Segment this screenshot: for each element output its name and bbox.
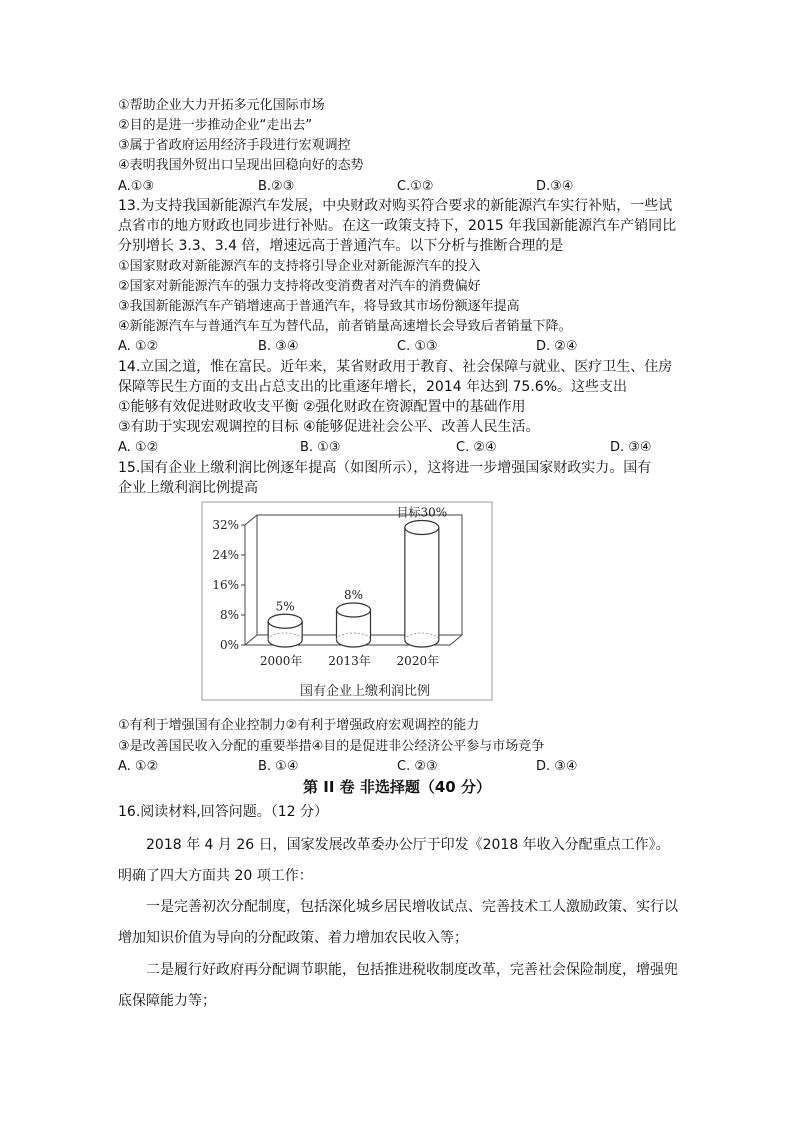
chart-bars bbox=[268, 505, 447, 648]
q12-item: ④表明我国外贸出口呈现出回稳向好的态势 bbox=[118, 158, 364, 173]
q13-option-c: C. ①③ bbox=[397, 339, 438, 354]
q14-stem: 14.立国之道，惟在富民。近年来，某省财政用于教育、社会保障与就业、医疗卫生、住房 bbox=[118, 359, 673, 375]
y-tick-label: 0% bbox=[219, 638, 239, 652]
chart-x-ticks bbox=[260, 653, 439, 668]
q13-option-a: A. ①② bbox=[118, 339, 159, 354]
bar-cylinder-body bbox=[405, 528, 439, 648]
q15-option-c: C. ②③ bbox=[397, 759, 438, 774]
q15-item: ①有利于增强国有企业控制力②有利于增强政府宏观调控的能力 bbox=[118, 718, 480, 733]
q13-option-b: B. ③④ bbox=[258, 339, 299, 354]
q13-stem: 点省市的地方财政也同步进行补贴。在这一政策支持下，2015 年我国新能源汽车产销同比 bbox=[118, 218, 677, 234]
q12-option-d: D.③④ bbox=[536, 179, 574, 194]
x-tick-label: 2013年 bbox=[328, 654, 371, 668]
bar-data-label: 8% bbox=[343, 588, 364, 602]
q13-option-d: D. ②④ bbox=[536, 339, 578, 354]
q15-item: ③是改善国民收入分配的重要举措④目的是促进非公经济公平参与市场竞争 bbox=[118, 739, 545, 754]
q16-stem: 16.阅读材料,回答问题。（12 分） bbox=[118, 804, 328, 820]
profit-ratio-chart bbox=[200, 500, 500, 710]
q12-option-c: C.①② bbox=[397, 179, 434, 194]
x-tick-label: 2020年 bbox=[396, 654, 440, 668]
q16-paragraph: 一是完善初次分配制度，包括深化城乡居民增收试点、完善技术工人激励政策、实行以 bbox=[146, 899, 678, 915]
q15-stem: 企业上缴利润比例提高 bbox=[118, 480, 258, 496]
q13-item: ②国家对新能源汽车的强力支持将改变消费者对汽车的消费偏好 bbox=[118, 279, 481, 294]
q16-paragraph: 二是履行好政府再分配调节职能，包括推进税收制度改革，完善社会保险制度，增强兜 bbox=[146, 962, 678, 978]
q14-option-c: C. ②④ bbox=[456, 440, 497, 455]
q14-item: ③有助于实现宏观调控的目标 ④能够促进社会公平、改善人民生活。 bbox=[118, 419, 540, 435]
x-tick-label: 2000年 bbox=[259, 654, 303, 668]
bar-cylinder-top bbox=[268, 614, 302, 628]
chart-title: 国有企业上缴利润比例 bbox=[299, 684, 431, 699]
bar-cylinder-top bbox=[405, 521, 439, 535]
q14-option-b: B. ①③ bbox=[300, 440, 341, 455]
q12-item: ③属于省政府运用经济手段进行宏观调控 bbox=[118, 138, 351, 153]
q13-item: ①国家财政对新能源汽车的支持将引导企业对新能源汽车的投入 bbox=[118, 259, 481, 274]
q14-stem: 保障等民生方面的支出占总支出的比重逐年增长，2014 年达到 75.6%。这些支出 bbox=[118, 379, 628, 395]
q13-stem: 13.为支持我国新能源汽车发展，中央财政对购买符合要求的新能源汽车实行补贴，一些试 bbox=[118, 198, 673, 214]
bar-data-label: 5% bbox=[275, 599, 295, 614]
q13-item: ④新能源汽车与普通汽车互为替代品，前者销量高速增长会导致后者销量下降。 bbox=[118, 319, 572, 334]
q15-option-b: B. ①④ bbox=[258, 759, 299, 774]
y-tick-label: 8% bbox=[219, 608, 239, 622]
q14-option-d: D. ③④ bbox=[610, 440, 652, 455]
q13-item: ③我国新能源汽车产销增速高于普通汽车，将导致其市场份额逐年提高 bbox=[118, 299, 520, 314]
q16-paragraph: 2018 年 4 月 26 日，国家发展改革委办公厅于印发《2018 年收入分配重点工作》。 bbox=[146, 837, 670, 853]
q14-option-a: A. ①② bbox=[118, 440, 159, 455]
q12-option-a: A.①③ bbox=[118, 179, 155, 194]
q16-paragraph: 明确了四大方面共 20 项工作： bbox=[118, 868, 313, 884]
y-tick-label: 16% bbox=[212, 578, 239, 592]
q15-option-a: A. ①② bbox=[118, 759, 159, 774]
y-tick-label: 32% bbox=[212, 518, 239, 532]
q12-option-b: B.②③ bbox=[258, 179, 295, 194]
bar-data-label: 目标30% bbox=[396, 505, 448, 520]
q16-paragraph: 增加知识价值为导向的分配政策、着力增加农民收入等； bbox=[118, 930, 468, 946]
q12-item: ②目的是进一步推动企业“走出去” bbox=[118, 118, 313, 133]
q15-option-d: D. ③④ bbox=[536, 759, 578, 774]
y-tick-label: 24% bbox=[212, 548, 239, 562]
q12-item: ①帮助企业大力开拓多元化国际市场 bbox=[118, 98, 325, 113]
q15-stem: 15.国有企业上缴利润比例逐年提高（如图所示），这将进一步增强国家财政实力。国有 bbox=[118, 460, 652, 476]
q16-paragraph: 底保障能力等； bbox=[118, 993, 216, 1009]
q13-stem: 分别增长 3.3、3.4 倍，增速远高于普通汽车。以下分析与推断合理的是 bbox=[118, 238, 564, 254]
q14-item: ①能够有效促进财政收支平衡 ②强化财政在资源配置中的基础作用 bbox=[118, 399, 526, 415]
section-title: 第 II 卷 非选择题（40 分） bbox=[303, 778, 491, 796]
bar-cylinder-top bbox=[337, 603, 371, 617]
chart-y-ticks bbox=[212, 518, 245, 652]
